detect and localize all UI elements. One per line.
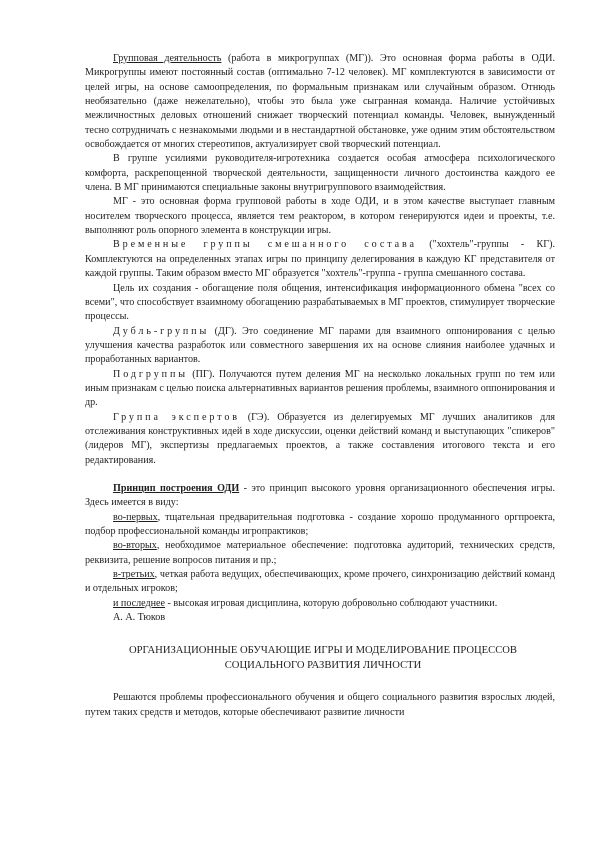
paragraph-mixed-groups <box>85 238 555 281</box>
term-group-activity: Групповая деятельность <box>113 53 222 64</box>
text-double-groups: (ДГ). Это соединение МГ парами для взаимного оппонирования с целью улучшения качества разработок или совместного завершения их на основе слияния наиболее удачных и проработанных вариантов. <box>85 325 555 366</box>
paragraph-double-groups <box>85 325 555 368</box>
list-term-second: во-вторых <box>113 540 157 552</box>
term-double-groups: Дубль-группы <box>113 325 210 337</box>
term-subgroups: Подгруппы <box>113 368 188 380</box>
list-term-first: во-первых <box>113 511 158 523</box>
term-mixed-groups: Временные группы смешанного состава <box>113 239 417 251</box>
paragraph-subgroups <box>85 368 555 411</box>
text-group-activity: (работа в микрогруппах (МГ)). Это основная форма работы в ОДИ. Микрогруппы имеют постоянный состав (оптимально 7-12 человек). МГ комплектуются в зависимости от целей игры, на основе самоопределения, по формальным признакам или случайным образом. Отнюдь необязательно (даже нежелательно), чтобы это была уже сыгранная команда. Наличие устойчивых межличностных деловых отношений снижает творческий потенциал команды. Человек, вынужденный тесно сотрудничать с незнакомыми людьми и в нестандартной обстановке, уже одним этим обстоятельством освобождается от многих стереотипов, актуализирует свой творческий потенциал. <box>85 53 555 151</box>
text-expert-group: (ГЭ). Образуется из делегируемых МГ лучших аналитиков для отслеживания конструктивных идей в ходе дискуссии, оценки действий команд и выступающих "спикеров" (лидеров МГ), экспертизы предлагаемых проектов, а также составления итогового текста и его редактирования. <box>85 411 555 466</box>
list-item-second <box>85 539 555 568</box>
term-expert-group: Группа экспертов <box>113 411 240 423</box>
section-heading: ОРГАНИЗАЦИОННЫЕ ОБУЧАЮЩИЕ ИГРЫ И МОДЕЛИРОВАНИЕ ПРОЦЕССОВ СОЦИАЛЬНОГО РАЗВИТИЯ ЛИЧНОСТИ <box>129 645 517 672</box>
text-mixed-groups: ("хохтель"-группы - КГ). Комплектуются на определенных этапах игры по принципу делегирования в каждую КГ представителя от каждой группы. Таким образом вместо МГ образуется "хохтель"-группа - группа смешанного состава. <box>85 239 555 280</box>
list-text-third: , четкая работа ведущих, обеспечивающих, кроме прочего, синхронизацию действий команд и отдельных игроков; <box>85 569 555 595</box>
text-principle: - это принцип высокого уровня организационного обеспечения игры. Здесь имеется в виду: <box>85 482 555 509</box>
author-signature: А. А. Тюков <box>113 612 166 624</box>
list-text-second: , необходимое материальное обеспечение: подготовка аудиторий, технических средств, реквизита, решение вопросов питания и пр.; <box>85 540 555 566</box>
list-text-last: - высокая игровая дисциплина, которую добровольно соблюдают участники. <box>165 597 498 609</box>
term-principle: Принцип построения ОДИ <box>113 482 240 494</box>
list-term-third: в-третьих <box>113 569 155 581</box>
document-page <box>85 52 555 720</box>
list-item-last <box>85 597 555 611</box>
spacer <box>85 673 555 691</box>
paragraph-mg-main-form: МГ - это основная форма групповой работы в ходе ОДИ, и в этом качестве выступает главным носителем творческого процесса, является тем реактором, в котором генерируются идеи и проекты, т.е. выполняют роль опорного элемента в конструкции игры. <box>85 196 555 237</box>
paragraph-purpose: Цель их создания - обогащение поля общения, интенсификация информационного обмена "всех со всеми", что способствует взаимному обогащению разрабатываемых в МГ проектов, стимулирует творческие процессы. <box>85 282 555 323</box>
text-subgroups: (ПГ). Получаются путем деления МГ на несколько локальных групп по тем или иным признакам с целью поиска альтернативных вариантов решения проблемы, взаимного оппонирования и др. <box>85 368 555 409</box>
list-term-last: и последнее <box>113 597 165 609</box>
spacer <box>85 625 555 643</box>
paragraph-social-development: Решаются проблемы профессионального обучения и общего социального развития взрослых людей, путем таких средств и методов, которые обеспечивают развитие личности <box>85 692 555 718</box>
paragraph-principle <box>85 482 555 511</box>
paragraph-group-atmosphere: В группе усилиями руководителя-игротехника создается особая атмосфера психологического комфорта, раскрепощенной творческой деятельности, защищенности личного достоинства каждого ее члена. В МГ принимаются специальные законы внутригруппового взаимодействия. <box>85 153 555 194</box>
list-item-third <box>85 568 555 597</box>
list-item-first <box>85 511 555 540</box>
spacer <box>85 468 555 482</box>
paragraph-expert-group <box>85 411 555 468</box>
paragraph-group-activity <box>85 52 555 152</box>
list-text-first: , тщательная предварительная подготовка - создание хорошо продуманного оргпроекта, подбор профессиональной команды игропрактиков; <box>85 511 555 537</box>
